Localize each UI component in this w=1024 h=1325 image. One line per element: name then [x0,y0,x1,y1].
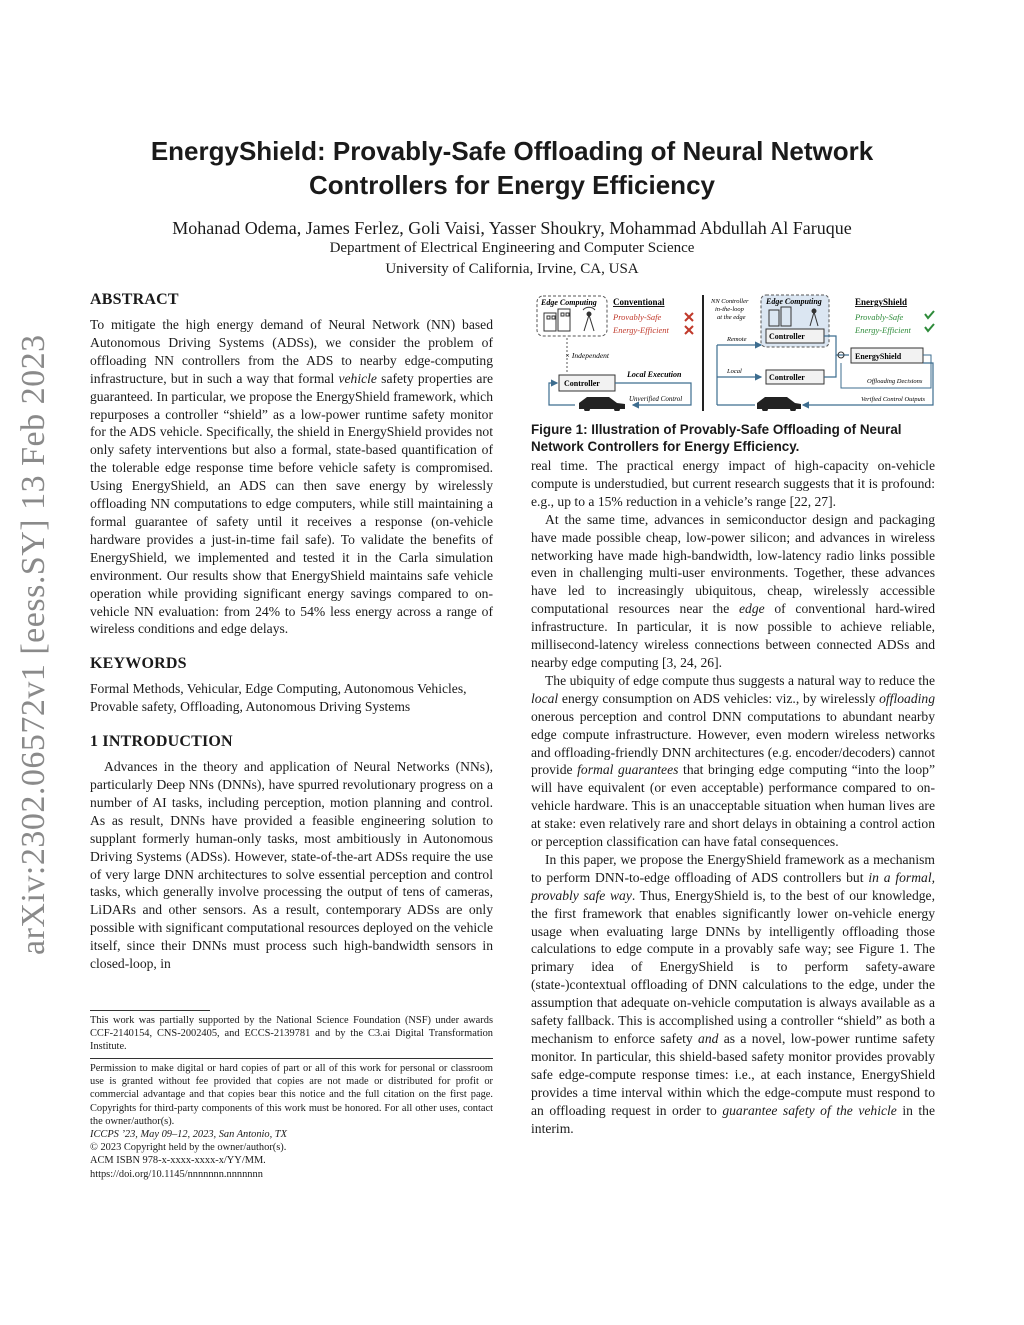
figure-1 [531,293,935,411]
permission-block [90,1058,493,1181]
arxiv-identifier: arXiv:2302.06572v1 [eess.SY] 13 Feb 2023 [15,334,52,955]
figure-1-diagram [531,293,935,411]
permission-rule [90,1058,493,1059]
remote-controller-label: Controller [769,332,805,341]
intro-paragraph-2: At the same time, advances in semiconductor design and packaging have made possible cheap, low-power silicon; and advances in wireless networking have made high-bandwidth, low-latency radio links possible even in challenging multi-user environments. Together, these advances have led to increasingly ubiquitous, cheap, wirelessly accessible computational resources near the edge of conventional hard-wired infrastructure. In particular, it is now possible to achieve reliable, millisecond-latency wireless connections between connected ADSs and nearby edge computing [3, 24, 26]. [531,511,935,670]
intro-paragraph-continued: real time. The practical energy impact of high-capacity on-vehicle compute is understudied, but current research suggests that it is profound: e.g., up to a 15% reduction in a vehicle’s range [22, 27]. [531,458,935,509]
permission-text: Permission to make digital or hard copies of part or all of this work for personal or classroom use is granted without fee provided that copies are not made or distributed for profit or commercial advantage and that copies bear this notice and the full citation on the first page. Copyrights for third-party components of this work must be honored. For all other uses, contact the owner/author(s). [90,1063,493,1127]
energyshield-box-label: EnergyShield [855,352,902,361]
check-icon [925,324,934,331]
energyshield-provably-safe: Provably-Safe [855,312,904,322]
unverified-control-label: Unverified Control [629,395,683,403]
keywords-text: Formal Methods, Vehicular, Edge Computing, Autonomous Vehicles, Provable safety, Offloading, Autonomous Driving Systems [90,681,467,715]
affiliation-university: University of California, Irvine, CA, USA [385,261,639,277]
left-loop-line [549,391,575,405]
abstract-heading: ABSTRACT [90,291,179,308]
left-antenna-icon [583,307,595,331]
nn-loop-label-3: at the edge [717,314,746,321]
cross-icon [685,313,693,321]
right-edge-label: Edge Computing [766,297,822,306]
conference-line: ICCPS ’23, May 09–12, 2023, San Antonio, TX [90,1129,287,1141]
nn-loop-label-1: NN Controller [711,298,749,305]
check-icon [925,311,934,318]
verified-outputs-label: Verified Control Outputs [861,396,926,403]
right-column [531,293,935,1137]
isbn-line: ACM ISBN 978-x-xxxx-xxxx-x/YY/MM. [90,1155,266,1167]
cross-icon [685,326,693,334]
conventional-energy-efficient: Energy-Efficient [613,325,669,335]
local-label: Local [727,368,742,375]
conventional-provably-safe: Provably-Safe [613,312,662,322]
figure-1-caption: Figure 1: Illustration of Provably-Safe Offloading of Neural Network Controllers for Energy Efficiency. [531,422,902,454]
paper-title: EnergyShield: Provably-Safe Offloading of Neural Network Controllers for Energy Efficiency [150,136,874,200]
footnote-rule [90,1010,210,1011]
energyshield-title: EnergyShield [855,297,908,307]
intro-paragraph-1: Advances in the theory and application of Neural Networks (NNs), particularly Deep NNs (DNNs), have spurred revolutionary progress on a number of AI tasks, including perception, motion planning and control. As as result, DNNs have provided a feasible engineering solution to supplant formerly human-only tasks, most ambitiously in Autonomous Driving Systems (ADSs). However, state-of-the-art ADSs require the use of very large DNN architectures to solve essential perception and control tasks, which generally involve processing the output of tens of cameras, LiDARs and other sensors. As a result, contemporary ADSs are only possible with significant computational resources deployed on the vehicle itself, since their DNNs must process such high-bandwidth sensors in closed-loop, in [90,759,493,972]
intro-paragraph-3: The ubiquity of edge compute thus suggests a natural way to reduce the local energy consumption on ADS vehicles: viz., by wirelessly offloading onerous perception and control DNN computations to abundant nearby edge compute infrastructure. However, even modern wireless networks and offloading-friendly DNN architectures (e.g. encoder/decoders) cannot provide formal guarantees that bringing edge computing “into the loop” will have equivalent (or even acceptable) performance compared to on-vehicle hardware. This is an unacceptable situation when human lives are at stake: even relatively rare and short delays in obtaining a control action or perception classification can have fatal consequences. [531,672,935,850]
author-list: Mohanad Odema, James Ferlez, Goli Vaisi, Yasser Shoukry, Mohammad Abdullah Al Faruque [172,218,852,238]
conventional-label: Conventional [613,297,665,307]
energyshield-energy-efficient: Energy-Efficient [855,325,911,335]
doi-link[interactable]: https://doi.org/10.1145/nnnnnnn.nnnnnnn [90,1168,263,1180]
keywords-heading: KEYWORDS [90,655,187,673]
introduction-heading: 1 INTRODUCTION [90,733,233,751]
left-building-icon [544,309,570,331]
intro-paragraph-4: In this paper, we propose the EnergyShield framework as a mechanism to perform DNN-to-edge offloading of ADS controllers but in a formal, provably safe way. Thus, EnergyShield is, to the best of our knowledge, the first framework that enables significantly lower on-vehicle energy usage when evaluating large DNNs by intelligently offloading those calculations to edge compute in a provably safe way; see Figure 1. The primary idea of EnergyShield is to perform safety-aware (state-)contextual offloading of DNN calculations to the edge, under the assumption that adequate on-vehicle computation is always available as a safety fallback. This is accomplished using a controller “shield” as both a mechanism to enforce safety and as a novel, low-power runtime safety monitor. In particular, this shield-based safety monitor provides provably safe edge-compute response times: i.e., at each instance, EnergyShield provides a time interval within which the edge-compute must respond to an offloading request in order to guarantee safety of the vehicle in the interim. [531,851,935,1136]
funding-text: This work was partially supported by the National Science Foundation (NSF) under awards CCF-2140154, CNS-2002405, and ECCS-2139781 and by the C3.ai Digital Transformation Institute. [90,1015,493,1053]
affiliation-department: Department of Electrical Engineering and Computer Science [329,240,695,256]
remote-label: Remote [727,336,747,343]
copyright-line: © 2023 Copyright held by the owner/author(s). [90,1142,287,1154]
left-column [90,290,493,973]
local-execution-label: Local Execution [627,370,682,379]
independent-label: × Independent [565,351,610,360]
left-edge-label: Edge Computing [541,298,597,307]
left-car-icon [579,397,625,411]
local-controller-label: Controller [769,373,805,382]
abstract-text: To mitigate the high energy demand of Neural Network (NN) based Autonomous Driving Systems (ADSs), we consider the problem of offloading NN controllers from the ADS to nearby edge-computing infrastructure, but in such a way that formal vehicle safety properties are guaranteed. In particular, we propose the EnergyShield framework, which repurposes a controller “shield” as a low-power runtime safety monitor for the ADS vehicle. Specifically, the shield in EnergyShield provides not only safety interventions but also a formal, state-based quantification of the tolerable edge response time before vehicle safety is compromised. Using EnergyShield, an ADS can then save energy by wirelessly offloading NN computations to edge computers, while still maintaining a formal guarantee of safety until it receives a response (on-vehicle hardware provides a just-in-time fail safe). To validate the benefits of EnergyShield, we implemented and tested it in the Carla simulation environment. Our results show that EnergyShield maintains safe vehicle operation while providing significant energy savings compared to on-vehicle NN evaluation: from 24% to 54% less energy across a range of wireless conditions and edge delays. [90,317,494,637]
left-controller-label: Controller [564,379,600,388]
right-car-icon [757,397,801,411]
funding-footnote [90,1010,493,1054]
offloading-decisions-label: Offloading Decisions [867,378,923,385]
nn-loop-label-2: in-the-loop [715,306,744,313]
